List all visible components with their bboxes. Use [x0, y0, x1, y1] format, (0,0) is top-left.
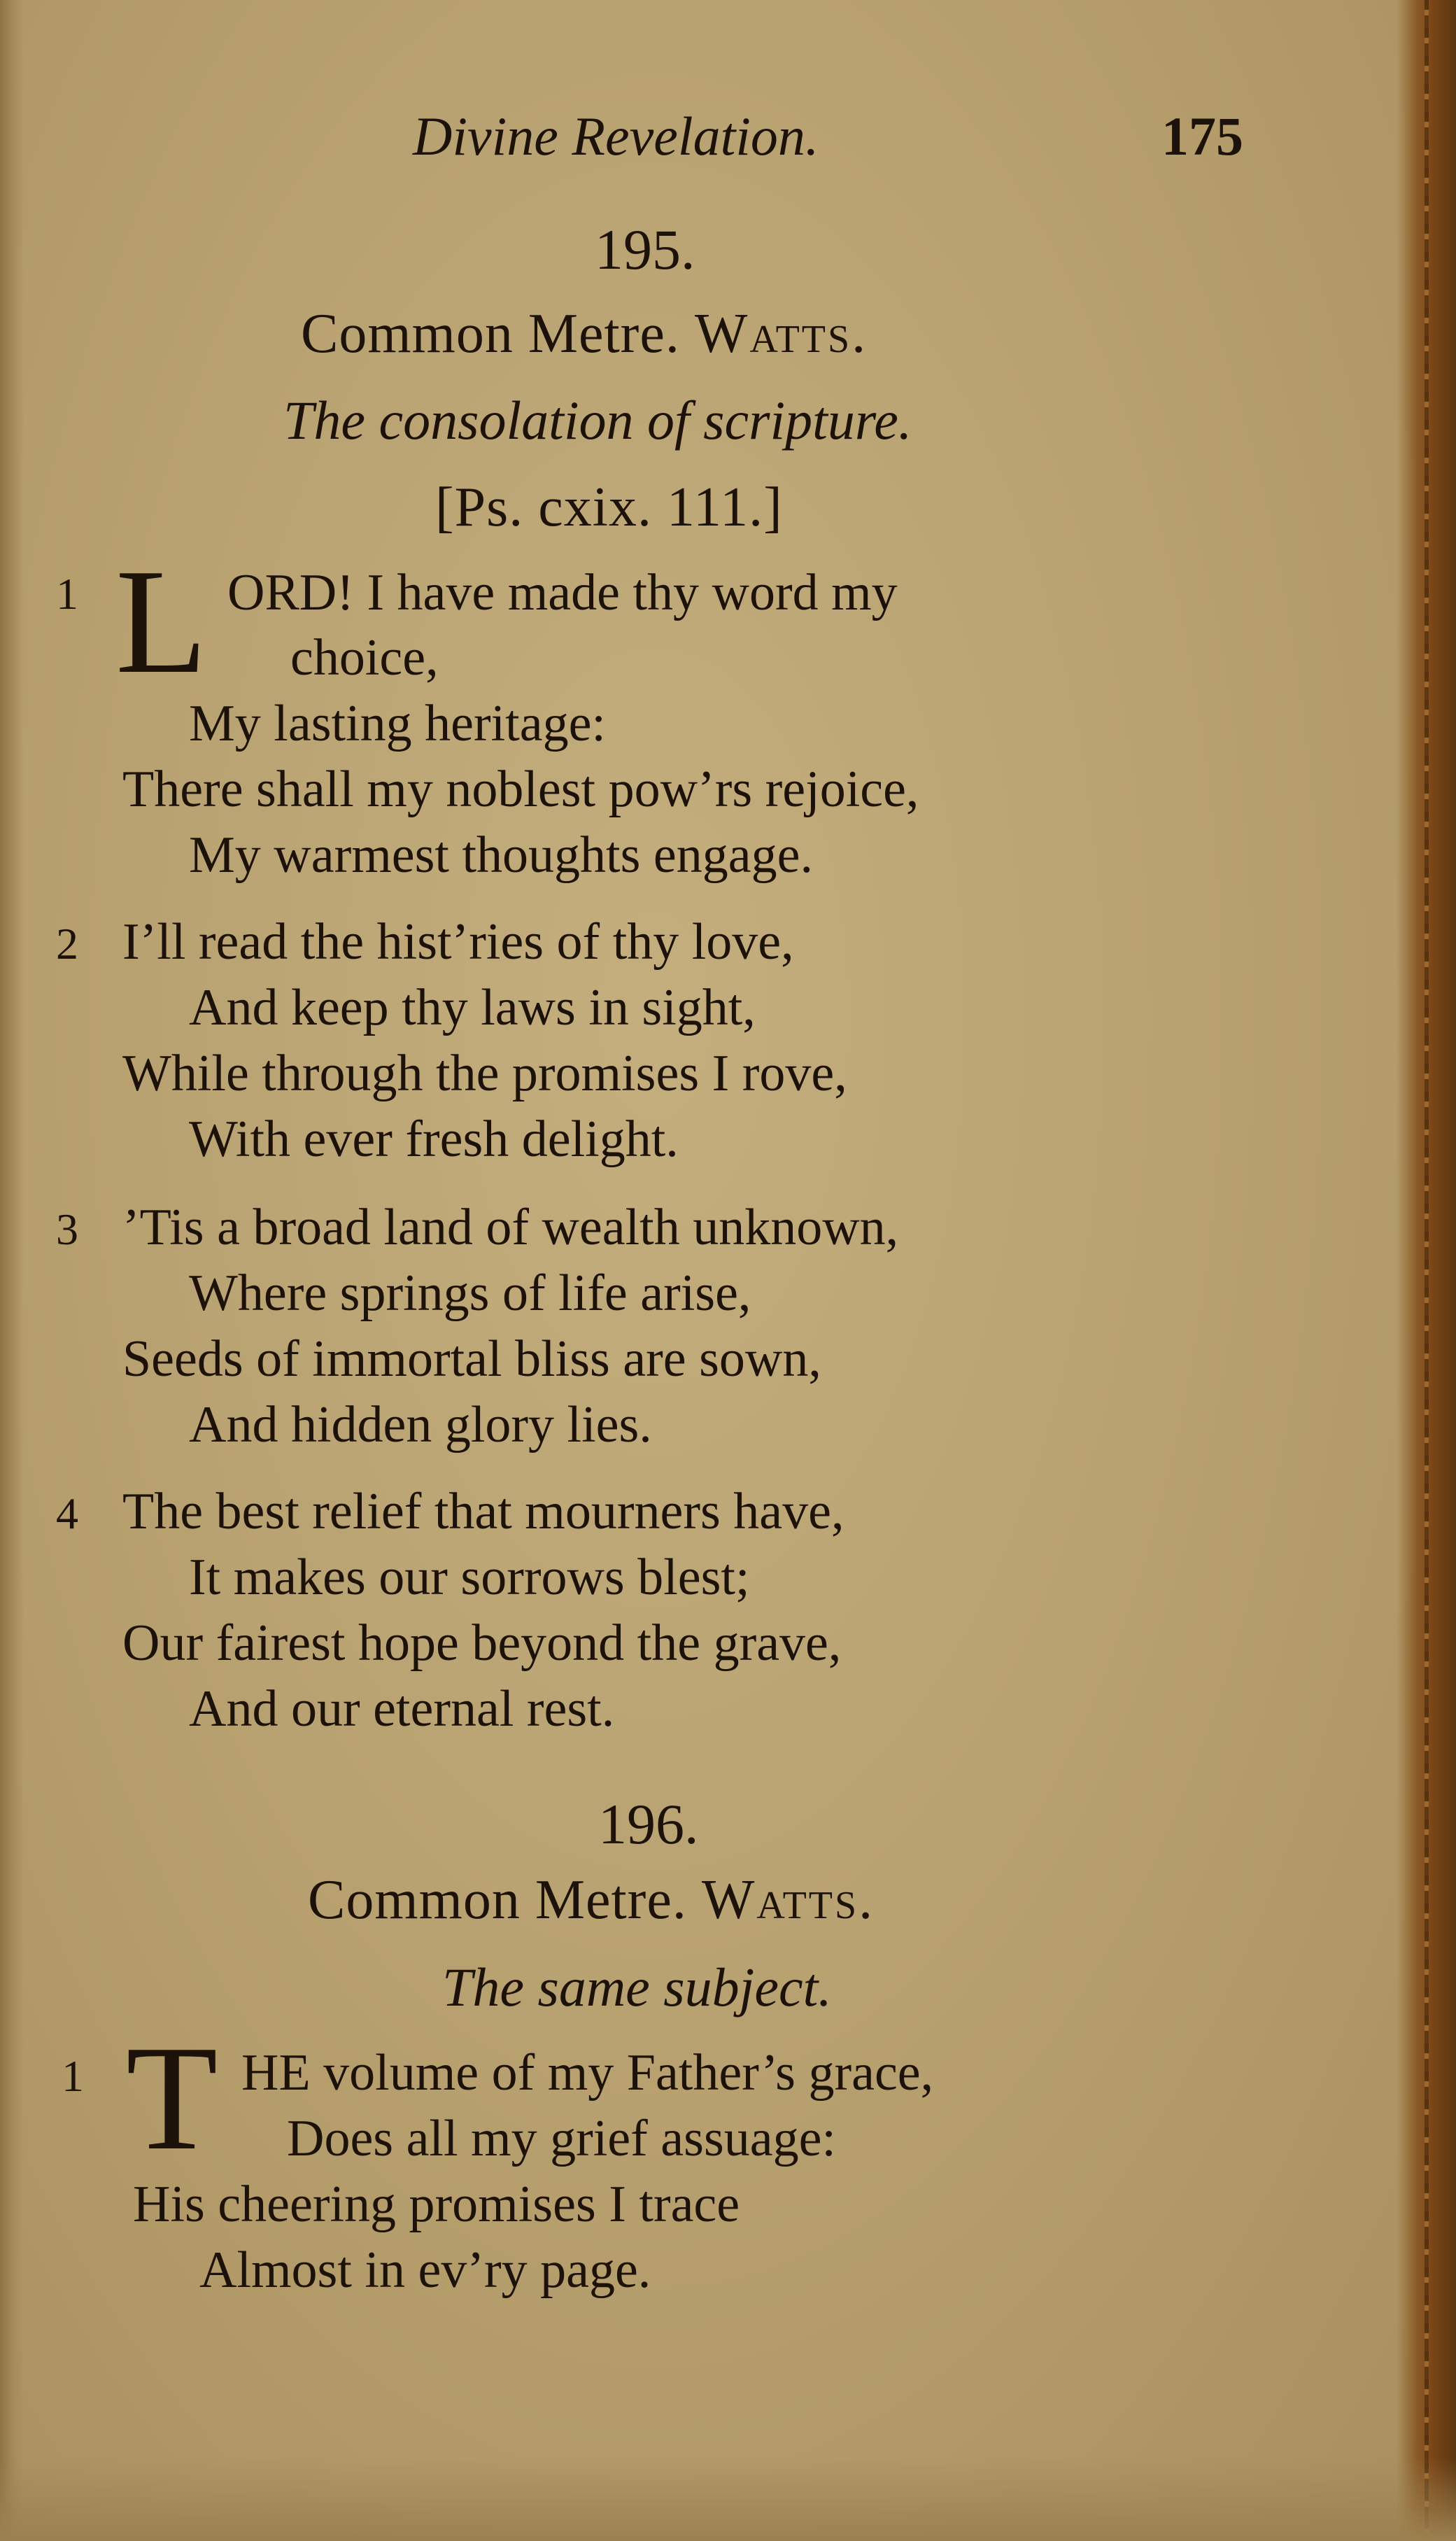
verse-line: With ever fresh delight.	[189, 1111, 679, 1168]
page-number: 175	[1161, 106, 1243, 167]
verse-line: Does all my grief assuage:	[287, 2110, 836, 2167]
hymn-number: 196.	[598, 1792, 699, 1856]
hymn-subtitle: The same subject.	[442, 1957, 832, 2018]
verse-line: It makes our sorrows blest;	[189, 1549, 750, 1606]
verse-line: And keep thy laws in sight,	[189, 979, 756, 1036]
running-title: Divine Revelation.	[413, 106, 819, 167]
verse-line: choice,	[290, 629, 439, 687]
drop-cap: T	[126, 2014, 218, 2181]
verse-line: Seeds of immortal bliss are sown,	[122, 1330, 821, 1388]
hymn-metre	[301, 302, 868, 366]
drop-cap: L	[115, 537, 208, 705]
metre-label: Common Metre.	[301, 303, 680, 365]
verse-line: ORD! I have made thy word my	[227, 564, 898, 621]
hymn-author: Watts.	[694, 303, 868, 365]
metre-label: Common Metre.	[308, 1869, 687, 1931]
hymn-subtitle: The consolation of scripture.	[283, 390, 912, 451]
verse-line: HE volume of my Father’s grace,	[241, 2044, 934, 2102]
verse-line: The best relief that mourners have,	[122, 1483, 844, 1540]
verse-line: Our fairest hope beyond the grave,	[122, 1614, 842, 1672]
stanza-number: 4	[56, 1488, 78, 1538]
verse-line: I’ll read the hist’ries of thy love,	[122, 913, 794, 971]
verse-line: His cheering promises I trace	[133, 2176, 740, 2233]
verse-line: My warmest thoughts engage.	[189, 826, 813, 884]
page-edge-left	[0, 0, 24, 2541]
verse-line: And hidden glory lies.	[189, 1396, 652, 1453]
stanza-number: 2	[56, 919, 78, 969]
verse-line: And our eternal rest.	[189, 1680, 615, 1738]
verse-line: Where springs of life arise,	[189, 1265, 751, 1322]
verse-line: My lasting heritage:	[189, 695, 606, 752]
stanza-number: 3	[56, 1204, 78, 1254]
verse-line: While through the promises I rove,	[122, 1045, 847, 1102]
verse-line: Almost in ev’ry page.	[199, 2241, 651, 2299]
stanza-number: 1	[56, 569, 78, 619]
hymn-author: Watts.	[701, 1869, 875, 1931]
stanza-number: 1	[62, 2051, 84, 2101]
hymn-number: 195.	[595, 218, 695, 281]
verse-line: There shall my noblest pow’rs rejoice,	[122, 761, 919, 818]
page-edge-bottom	[0, 2457, 1456, 2541]
verse-line: ’Tis a broad land of wealth unknown,	[122, 1199, 899, 1256]
hymn-metre	[308, 1868, 875, 1932]
page-edge-right	[1397, 0, 1456, 2541]
scripture-reference: [Ps. cxix. 111.]	[435, 477, 783, 538]
